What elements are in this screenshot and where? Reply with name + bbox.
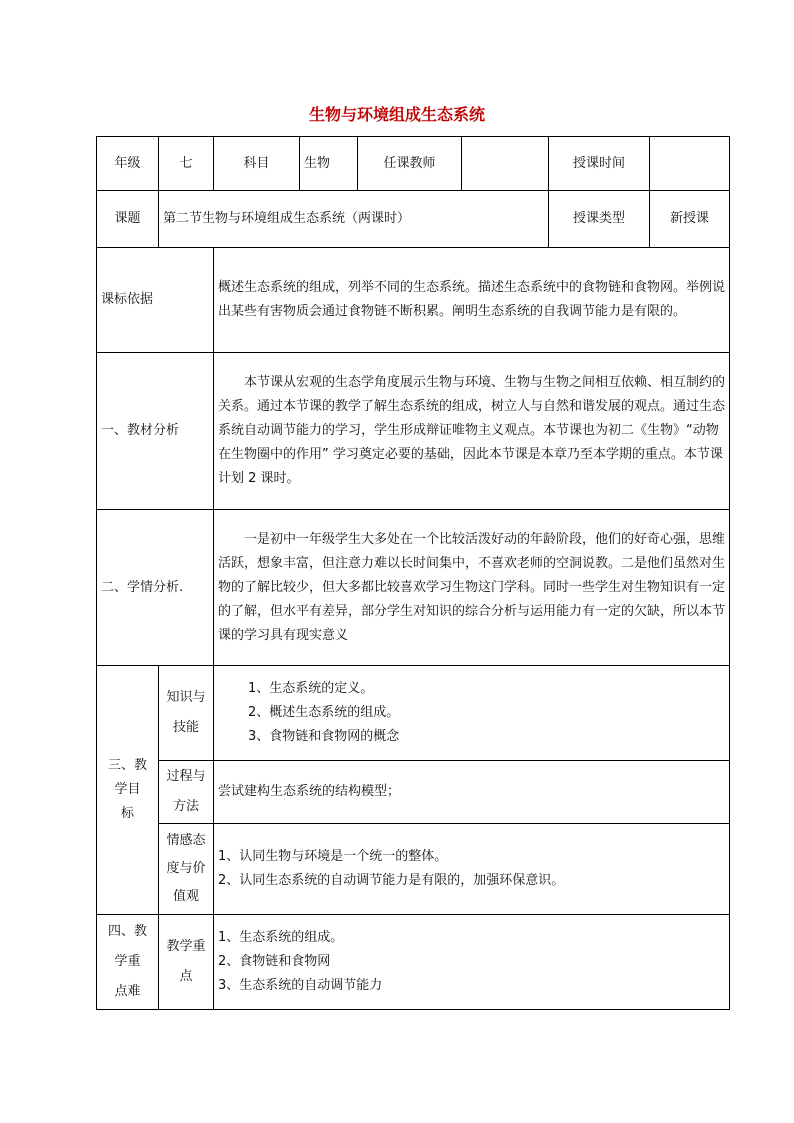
emotion-label [159,824,214,915]
keypoints-label [97,915,159,1010]
students-row [97,510,730,666]
emotion-label-line: 值观 [173,889,200,904]
textbook-text: 本节课从宏观的生态学角度展示生物与环境、生物与生物之间相互依赖、相互制约的关系。通过本节课的教学了解生态系统的组成，树立人与自然和谐发展的观点。通过生态系统自动调节能力的学习，学生形成辩证唯物主义观点。本节课也为初二《生物》“动物在生物圈中的作用” 学习奠定必要的基础，因此本节课是本章乃至本学期的重点。本节课计划 2 课时。 [214,353,730,510]
topic-row [97,191,730,248]
knowledge-label [159,666,214,761]
standard-text: 概述生态系统的组成，列举不同的生态系统。描述生态系统中的食物链和食物网。举例说出某些有害物质会通过食物链不断积累。阐明生态系统的自我调节能力是有限的。 [214,248,730,353]
objectives-label-line: 学目 [114,782,141,797]
process-text: 尝试建构生态系统的结构模型； [214,761,730,824]
textbook-label: 一、教材分析 [97,353,214,510]
list-item: 3、食物链和食物网的概念 [248,729,400,744]
process-label-line: 方法 [173,799,200,814]
document-title: 生物与环境组成生态系统 [308,105,485,124]
objectives-knowledge-row [97,666,730,761]
type-label: 授课类型 [549,191,650,248]
teacher-value [462,137,549,191]
list-item: 3、生态系统的自动调节能力 [218,978,383,993]
objectives-label-line: 标 [120,806,134,821]
keypoints-label-line: 点难 [114,984,141,999]
process-label-line: 过程与 [166,769,206,784]
students-text: 一是初中一年级学生大多处在一个比较活泼好动的年龄阶段，他们的好奇心强，思维活跃，想象丰富，但注意力难以长时间集中，不喜欢老师的空洞说教。二是他们虽然对生物的了解比较少，但大多都比较喜欢学习生物这门学科。同时一些学生对生物知识有一定的了解，但水平有差异，部分学生对知识的综合分析与运用能力有一定的欠缺，所以本节课的学习具有现实意义 [214,510,730,666]
objectives-label-line: 三、教 [107,758,147,773]
lesson-plan-table [96,136,730,1010]
textbook-row [97,353,730,510]
students-label: 二、学情分析. [97,510,214,666]
list-item: 1、认同生物与环境是一个统一的整体。 [218,849,448,864]
knowledge-label-line: 知识与 [166,690,206,705]
emotion-label-line: 情感态 [166,833,206,848]
objectives-label [97,666,159,915]
teacher-label: 任课教师 [358,137,462,191]
objectives-process-row [97,761,730,824]
list-item: 1、生态系统的定义。 [248,681,374,696]
type-value: 新授课 [650,191,730,248]
standard-label: 课标依据 [97,248,214,353]
subject-value: 生物 [300,137,358,191]
standard-row [97,248,730,353]
time-label: 授课时间 [549,137,650,191]
keypoints-sub-label-line: 点 [179,969,193,984]
keypoints-label-line: 学重 [114,954,141,969]
keypoints-sub-label-line: 教学重 [166,939,206,954]
info-row [97,137,730,191]
list-item: 2、认同生态系统的自动调节能力是有限的，加强环保意识。 [218,873,565,888]
emotion-label-line: 度与价 [166,861,206,876]
knowledge-items [214,666,730,761]
emotion-items [214,824,730,915]
topic-label: 课题 [97,191,159,248]
list-item: 1、生态系统的组成。 [218,930,344,945]
knowledge-label-line: 技能 [173,720,200,735]
list-item: 2、概述生态系统的组成。 [248,705,400,720]
keypoints-row [97,915,730,1010]
objectives-emotion-row [97,824,730,915]
grade-label: 年级 [97,137,159,191]
subject-label: 科目 [214,137,300,191]
list-item: 2、食物链和食物网 [218,954,331,969]
keypoints-sub-label [159,915,214,1010]
time-value [650,137,730,191]
topic-value: 第二节生物与环境组成生态系统（两课时） [159,191,549,248]
process-label [159,761,214,824]
grade-value: 七 [159,137,214,191]
keypoints-items [214,915,730,1010]
keypoints-label-line: 四、教 [107,924,147,939]
